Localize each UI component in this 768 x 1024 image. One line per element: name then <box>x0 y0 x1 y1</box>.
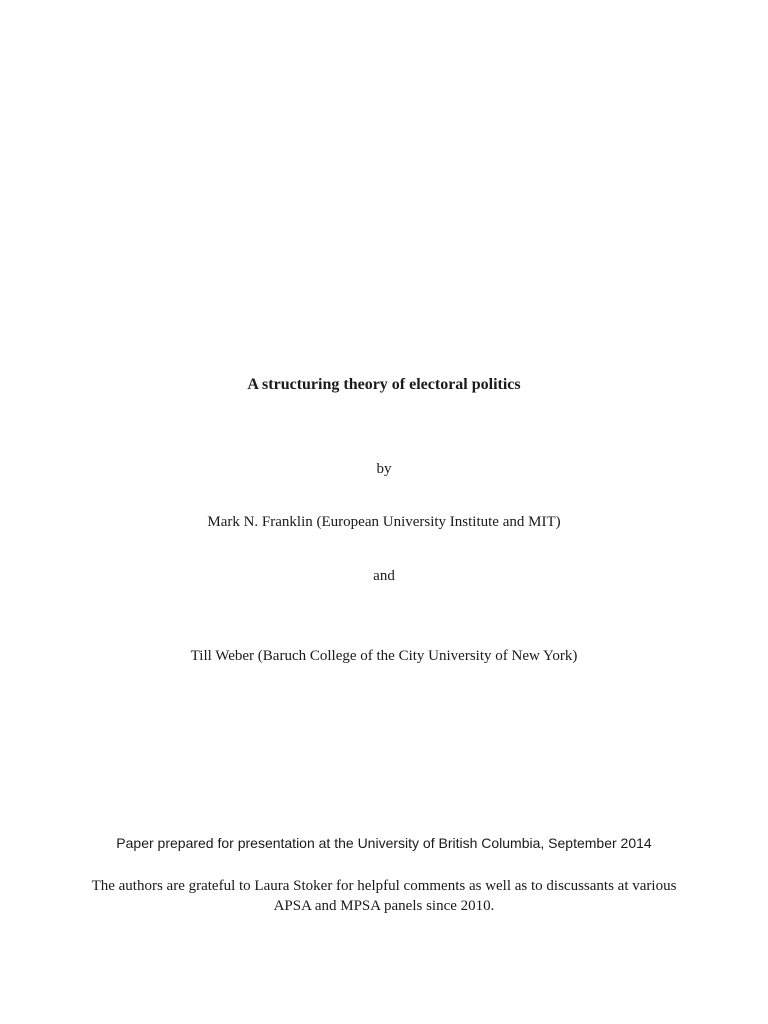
presentation-note: Paper prepared for presentation at the University of British Columbia, September 2014 <box>116 835 652 851</box>
byline-and: and <box>373 568 395 584</box>
author-first: Mark N. Franklin (European University Institute and MIT) <box>207 514 561 530</box>
acknowledgement <box>84 876 684 916</box>
acknowledgement-line-2: APSA and MPSA panels since 2010. <box>273 898 495 914</box>
author-second: Till Weber (Baruch College of the City University of New York) <box>190 648 578 664</box>
acknowledgement-line-1: The authors are grateful to Laura Stoker for helpful comments as well as to discussants at various <box>91 878 677 894</box>
byline-by: by <box>376 461 392 477</box>
paper-title: A structuring theory of electoral politics <box>247 376 521 393</box>
